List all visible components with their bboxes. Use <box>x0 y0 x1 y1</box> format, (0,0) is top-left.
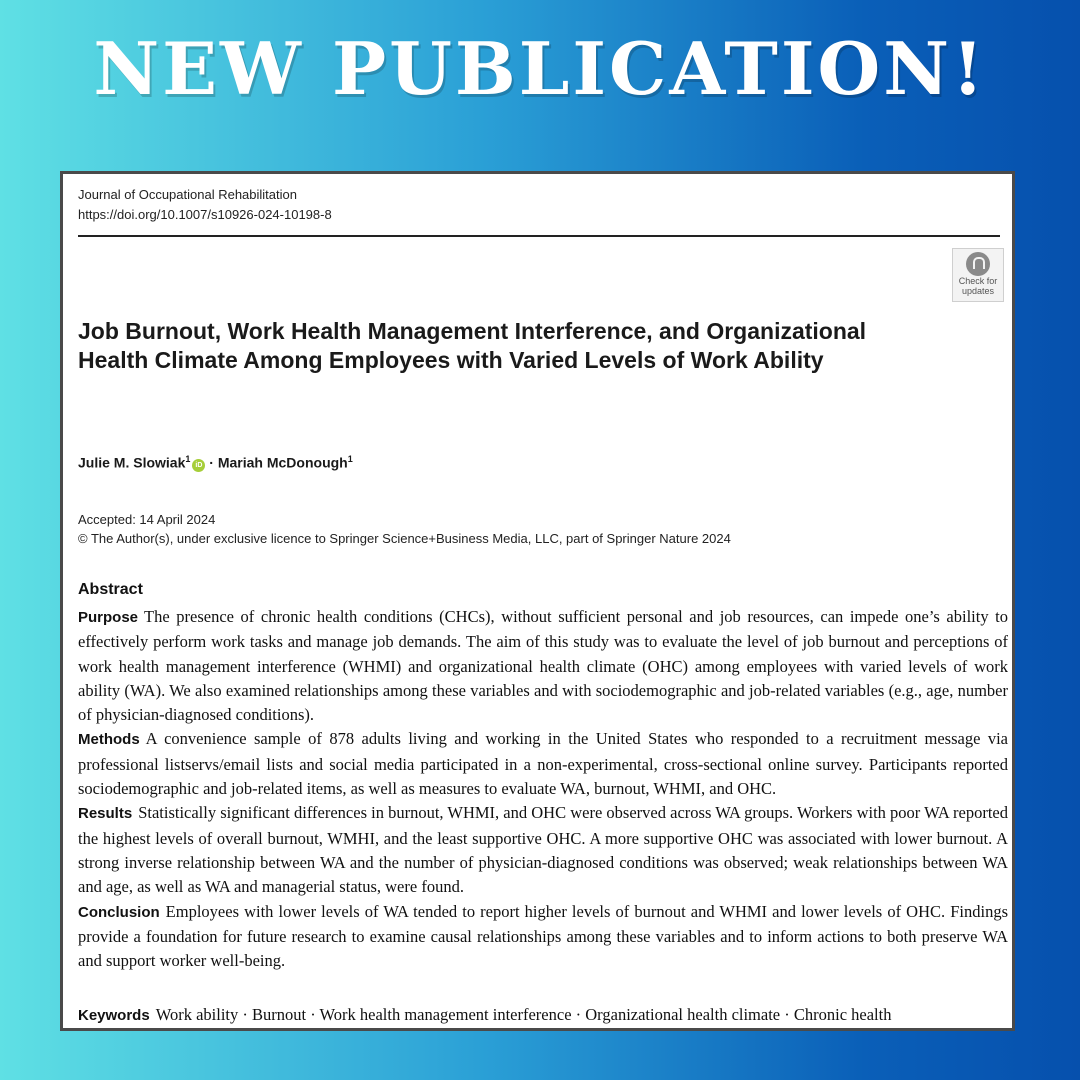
keywords <box>78 1005 1008 1025</box>
section-text: A convenience sample of 878 adults living and working in the United States who responded to a recruitment message via professional listservs/email lists and social media participated in a non-experimental, cross-sectional online survey. Participants reported sociodemographic and job-related items, as well as measures to evaluate WA, burnout, WHMI, and OHC. <box>78 729 1008 799</box>
section-label: Purpose <box>78 609 139 626</box>
paper-title: Job Burnout, Work Health Management Interference, and Organizational Health Climate Among Employees with Varied Levels of Work Ability <box>78 318 867 373</box>
publication-info <box>78 510 731 548</box>
abstract-section <box>78 900 1008 974</box>
section-label: Results <box>78 805 133 823</box>
abstract-section <box>78 727 1008 801</box>
section-label: Methods <box>78 731 140 749</box>
journal-name: Journal of Occupational Rehabilitation <box>78 187 297 202</box>
abstract-heading: Abstract <box>78 581 143 598</box>
author-name[interactable]: Julie M. Slowiak <box>78 454 186 471</box>
accepted-date: Accepted: 14 April 2024 <box>78 512 216 527</box>
keywords-list: Work ability · Burnout · Work health management interference · Organizational health climate · Chronic health <box>155 1005 892 1024</box>
journal-header <box>78 185 332 225</box>
author-affiliation: 1 <box>185 454 191 464</box>
headline: NEW PUBLICATION! <box>93 26 987 111</box>
author-affiliation: 1 <box>347 454 353 464</box>
crossmark-icon <box>966 252 990 276</box>
check-updates-line1: Check for <box>958 276 998 286</box>
author-name[interactable]: Mariah McDonough <box>217 454 348 471</box>
paper-preview <box>60 171 1015 1031</box>
orcid-icon[interactable]: iD <box>192 459 205 472</box>
section-text: The presence of chronic health conditions (CHCs), without sufficient personal and job resources, can impede one’s ability to effectively perform work tasks and manage job demands. The aim of this study was to evaluate the level of job burnout and perceptions of work health management interference (WHMI) and organizational health climate (OHC) among employees with varied levels of work ability (WA). We also examined relationships among these variables and with sociodemographic and job-related variables (e.g., age, number of physician-diagnosed conditions). <box>78 607 1008 725</box>
section-label: Conclusion <box>78 903 160 921</box>
check-updates-line2: updates <box>961 286 995 296</box>
copyright-notice: © The Author(s), under exclusive licence to Springer Science+Business Media, LLC, part of Springer Nature 2024 <box>78 531 731 546</box>
section-text: Statistically significant differences in burnout, WHMI, and OHC were observed across WA groups. Workers with poor WA reported the highest levels of overall burnout, WMHI, and the least supportive OHC. A more supportive OHC was associated with lower burnout. A strong inverse relationship between WA and the number of physician-diagnosed conditions was observed; weak relationships between WA and age, as well as WA and managerial status, were found. <box>78 803 1008 897</box>
header-divider <box>78 235 1000 237</box>
section-text: Employees with lower levels of WA tended to report higher levels of burnout and WHMI and lower levels of OHC. Findings provide a foundation for future research to examine causal relationships among these variables and to inform actions to both preserve WA and support worker well-being. <box>78 901 1008 971</box>
abstract-body <box>78 605 1008 973</box>
author-separator: · <box>205 454 218 471</box>
doi-link[interactable]: https://doi.org/10.1007/s10926-024-10198-8 <box>78 207 332 222</box>
author-list <box>78 454 353 472</box>
keywords-label: Keywords <box>78 1007 150 1024</box>
check-for-updates-button[interactable] <box>952 248 1004 302</box>
abstract-section <box>78 605 1008 727</box>
abstract-section <box>78 801 1008 899</box>
